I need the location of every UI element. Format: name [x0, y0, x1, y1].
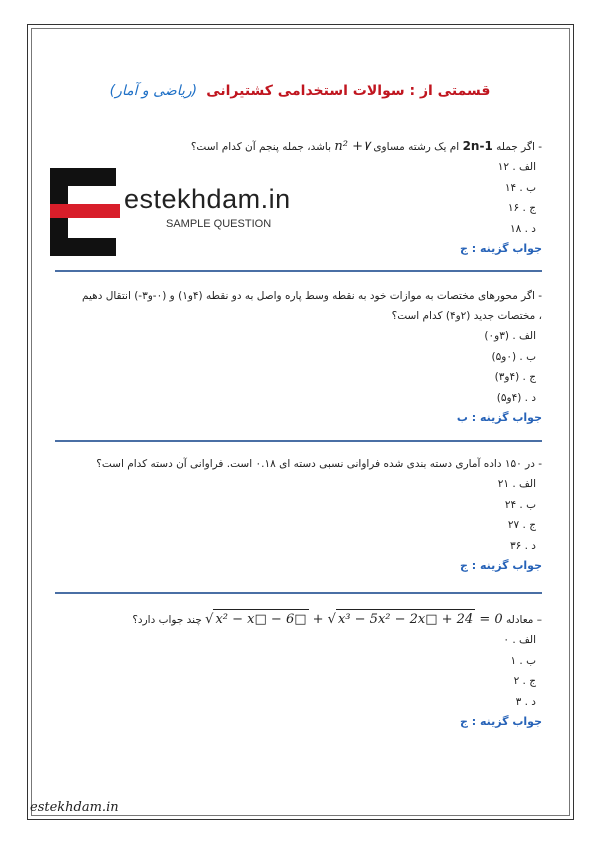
option-b: ب . (۰و۵) [491, 350, 536, 363]
answer-2: جواب گزینه : ب [456, 411, 542, 424]
equation: √ x² − x□ − 6□ + √ x³ − 5x² − 2x□ + 24 = 0 [205, 612, 503, 627]
term-label: 2n-1 [462, 139, 493, 153]
option-d: د . ۳ [515, 695, 536, 708]
option-d: د . ۱۸ [510, 222, 536, 235]
answer-1: جواب گزینه : ج [460, 242, 542, 255]
answer-3: جواب گزینه : ج [460, 559, 542, 572]
option-c: ج . ۱۶ [507, 202, 536, 214]
question-4 [44, 609, 542, 732]
option-a: الف . ۲۱ [497, 478, 536, 490]
divider [55, 270, 542, 272]
divider [55, 440, 542, 442]
option-d: د . (۴و۵) [496, 391, 536, 404]
option-d: د . ۳۶ [510, 539, 536, 552]
option-b: ب . ۱ [510, 654, 536, 667]
question-3-text: - در ۱۵۰ داده آماری دسته بندی شده فراوانی نسبی دسته ای ۰.۱۸ است. فراوانی آن دسته کدام است؟ [96, 458, 542, 470]
option-b: ب . ۱۴ [504, 181, 536, 194]
subtitle-text: (ریاضی و آمار) [109, 83, 198, 99]
option-c: ج . ۲۷ [507, 519, 536, 531]
watermark-tagline: SAMPLE QUESTION [166, 218, 272, 230]
option-c: ج . ۲ [513, 675, 536, 687]
watermark-brand: estekhdam.in [124, 184, 291, 214]
question-2-text-line2: ، مختصات جدید (۲و۴) کدام است؟ [391, 310, 542, 322]
option-a: الف . ۰ [503, 634, 536, 646]
logo-e-icon [50, 168, 118, 256]
question-2-text-line1: - اگر محورهای مختصات به موازات خود به نقطه وسط پاره واصل به دو نقطه (۴و۱) و (۰-و۳-) انتقال دهیم [82, 290, 542, 302]
option-b: ب . ۲۴ [504, 498, 536, 511]
option-c: ج . (۴و۳) [494, 371, 536, 383]
radical-2: x³ − 5x² − 2x□ + 24 [336, 609, 475, 630]
term-formula: n² +۷ [334, 139, 370, 154]
divider [55, 592, 542, 594]
option-a: الف . ۱۲ [497, 161, 536, 173]
question-1-text: - اگر جمله 2n-1 ام یک رشته مساوی n² +۷ باشد، جمله پنجم آن کدام است؟ [190, 139, 542, 154]
question-2 [44, 286, 542, 428]
answer-4: جواب گزینه : ج [460, 715, 542, 728]
page-title [40, 80, 560, 106]
question-3 [44, 454, 542, 576]
radical-1: x² − x□ − 6□ [213, 609, 308, 630]
footer-site: estekhdam.in [30, 800, 119, 815]
question-4-text: – معادله √ x² − x□ − 6□ + √ x³ − 5x² − 2x□ + 24 = 0 چند جواب دارد؟ [44, 609, 542, 630]
watermark-logo [50, 168, 330, 256]
title-text: قسمتی از : سوالات استخدامی کشتیرانی [206, 83, 491, 99]
option-a: الف . (۳و۰) [484, 330, 536, 342]
